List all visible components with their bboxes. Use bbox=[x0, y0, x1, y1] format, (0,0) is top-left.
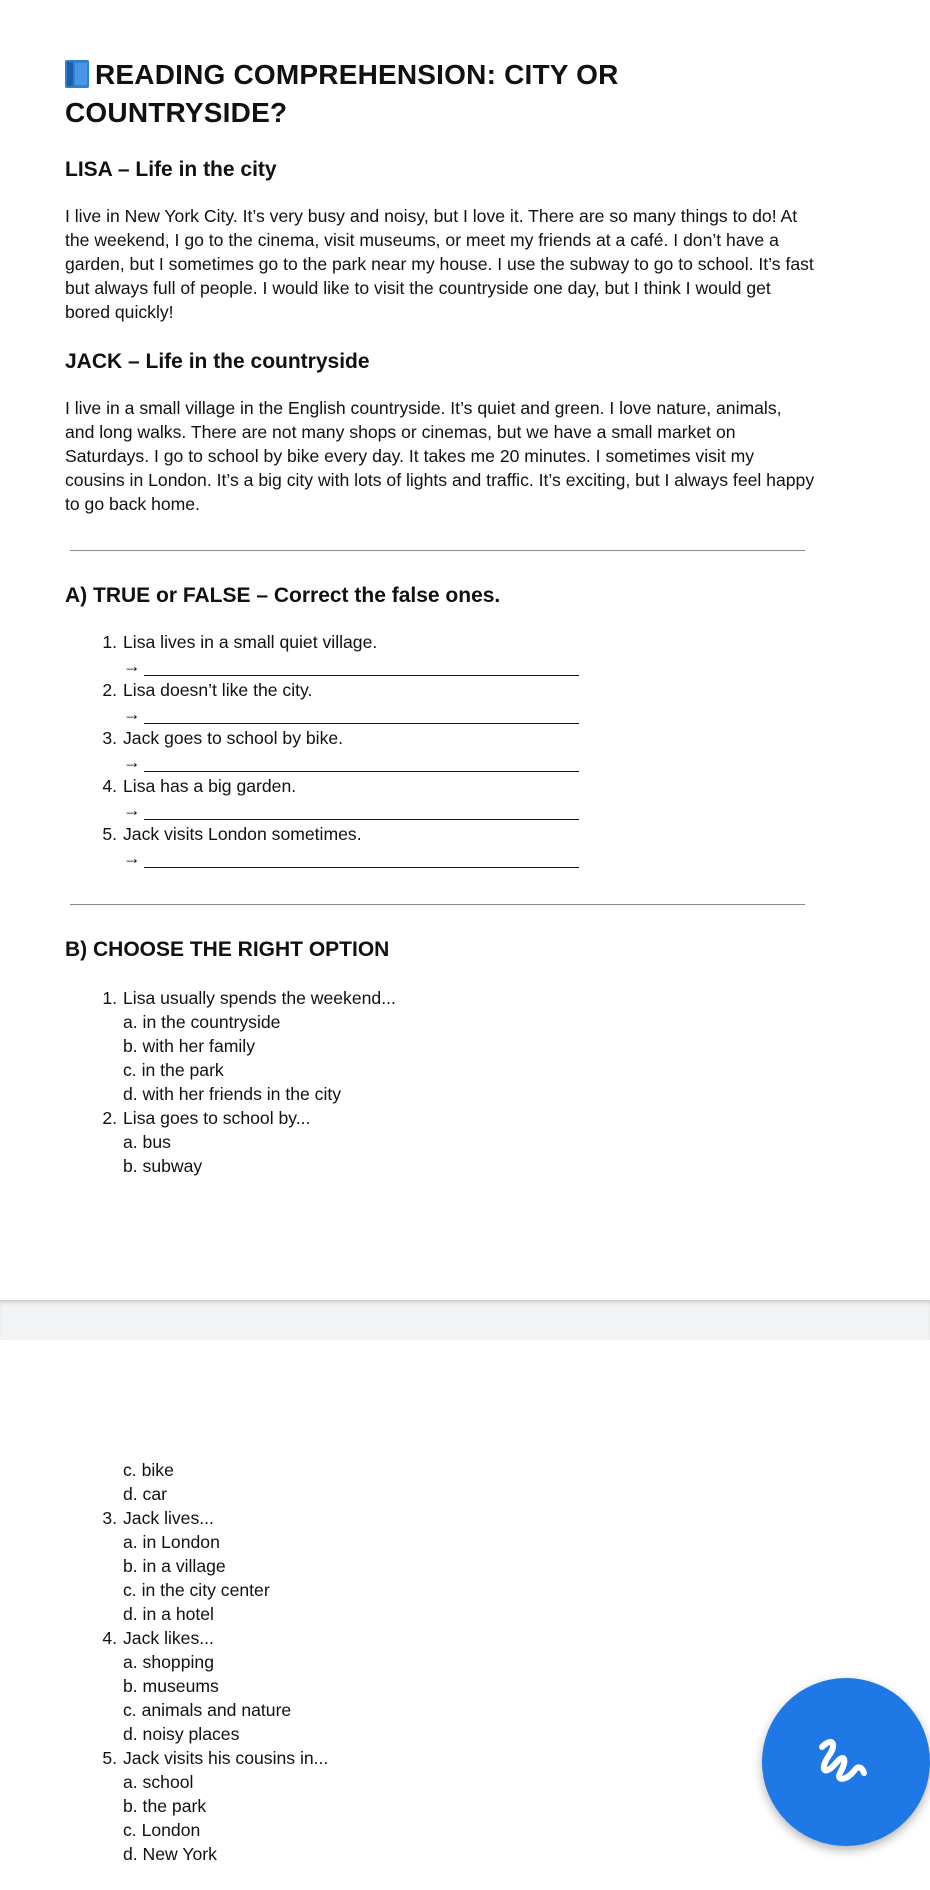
answer-line[interactable]: → bbox=[123, 846, 579, 870]
option: a. in London bbox=[123, 1532, 220, 1552]
jack-section bbox=[65, 348, 815, 376]
option: c. bike bbox=[123, 1460, 174, 1480]
option: c. in the park bbox=[123, 1060, 224, 1080]
divider bbox=[70, 904, 805, 905]
option: d. noisy places bbox=[123, 1724, 240, 1744]
section-a-heading: A) TRUE or FALSE – Correct the false ones. bbox=[65, 584, 501, 607]
section-b-heading: B) CHOOSE THE RIGHT OPTION bbox=[65, 938, 390, 961]
lisa-heading: LISA – Life in the city bbox=[65, 158, 277, 181]
option: a. school bbox=[123, 1772, 194, 1792]
section-a bbox=[65, 582, 815, 610]
option: a. in the countryside bbox=[123, 1012, 281, 1032]
option: b. museums bbox=[123, 1676, 219, 1696]
option: b. in a village bbox=[123, 1556, 226, 1576]
annotate-fab-button[interactable] bbox=[762, 1678, 930, 1846]
lisa-passage bbox=[65, 204, 815, 324]
scribble-annotate-icon bbox=[814, 1733, 874, 1793]
answer-line[interactable]: → bbox=[123, 654, 579, 678]
blue-book-icon bbox=[65, 60, 89, 88]
option: b. with her family bbox=[123, 1036, 255, 1056]
option: c. London bbox=[123, 1820, 201, 1840]
option: d. in a hotel bbox=[123, 1604, 214, 1624]
lisa-text: I live in New York City. It’s very busy and noisy, but I love it. There are so many things to do! At the weekend, I go to the cinema, visit museums, or meet my friends at a café. I don’t have a garden, but I sometimes go to the park near my house. I use the subway to go to school. It’s fast but always full of people. I would like to visit the countryside one day, but I think I would get bored quickly! bbox=[65, 206, 814, 322]
option: c. in the city center bbox=[123, 1580, 270, 1600]
document-page-2: c. bike d. car 3. Jack lives... a. in London b. in a village c. in the city center d. in a hotel 4. Jack likes... a. shopping b. museums c. animals and nature d. noisy places 5. Jack visits his cousins in... a. school b. the park c. London d. New York bbox=[0, 1340, 930, 1890]
answer-line[interactable]: → bbox=[123, 750, 579, 774]
lisa-section bbox=[65, 156, 815, 184]
option: a. shopping bbox=[123, 1652, 214, 1672]
jack-text: I live in a small village in the English countryside. It’s quiet and green. I love nature, animals, and long walks. There are not many shops or cinemas, but we have a small market on Saturdays. I go to school by bike every day. It takes me 20 minutes. I sometimes visit my cousins in London. It’s a big city with lots of lights and traffic. It’s exciting, but I always feel happy to go back home. bbox=[65, 398, 815, 514]
section-b bbox=[65, 936, 815, 964]
answer-line[interactable]: → bbox=[123, 702, 579, 726]
option: c. animals and nature bbox=[123, 1700, 292, 1720]
document-page-1: READING COMPREHENSION: CITY OR COUNTRYSIDE? LISA – Life in the city I live in New York City. It’s very busy and noisy, but I love it. There are so many things to do! At the weekend, I go to the cinema, visit museums, or meet my friends at a café. I don’t have a garden, but I sometimes go to the park near my house. I use the subway to go to school. It’s fast but always full of people. I would like to visit the countryside one day, but I think I would get bored quickly! JACK – Life in the countryside I live in a small village in the English countryside. It’s quiet and green. I love nature, animals, and long walks. There are not many shops or cinemas, but we have a small market on Saturdays. I go to school by bike every day. It takes me 20 minutes. I sometimes visit my cousins in London. It’s a big city with lots of lights and traffic. It’s exciting, but I always feel happy to go back home. A) TRUE or FALSE – Correct the false ones. 1. Lisa lives in a small quiet village. → 2. Lisa doesn’t like the city. → 3. Jack goes to school by bike. → 4. Lisa has a big garden. → 5. Jack visits London sometimes. → B) CHOOSE THE RIGHT OPTION 1. Lisa usually spends the weekend... a. in the countryside b. with her family c. in the park d. with her friends in the city 2. Lisa goes to school by... a. bus b. subway bbox=[0, 0, 930, 1300]
option: a. bus bbox=[123, 1132, 171, 1152]
option: d. New York bbox=[123, 1844, 217, 1864]
title-text: READING COMPREHENSION: CITY OR COUNTRYSIDE? bbox=[65, 59, 619, 128]
divider bbox=[70, 550, 805, 551]
jack-heading: JACK – Life in the countryside bbox=[65, 350, 370, 373]
answer-line[interactable]: → bbox=[123, 798, 579, 822]
option: d. with her friends in the city bbox=[123, 1084, 342, 1104]
option: b. subway bbox=[123, 1156, 203, 1176]
page-break bbox=[0, 1300, 930, 1340]
option: d. car bbox=[123, 1484, 168, 1504]
jack-passage bbox=[65, 396, 815, 516]
option: b. the park bbox=[123, 1796, 207, 1816]
page-title bbox=[65, 56, 815, 132]
